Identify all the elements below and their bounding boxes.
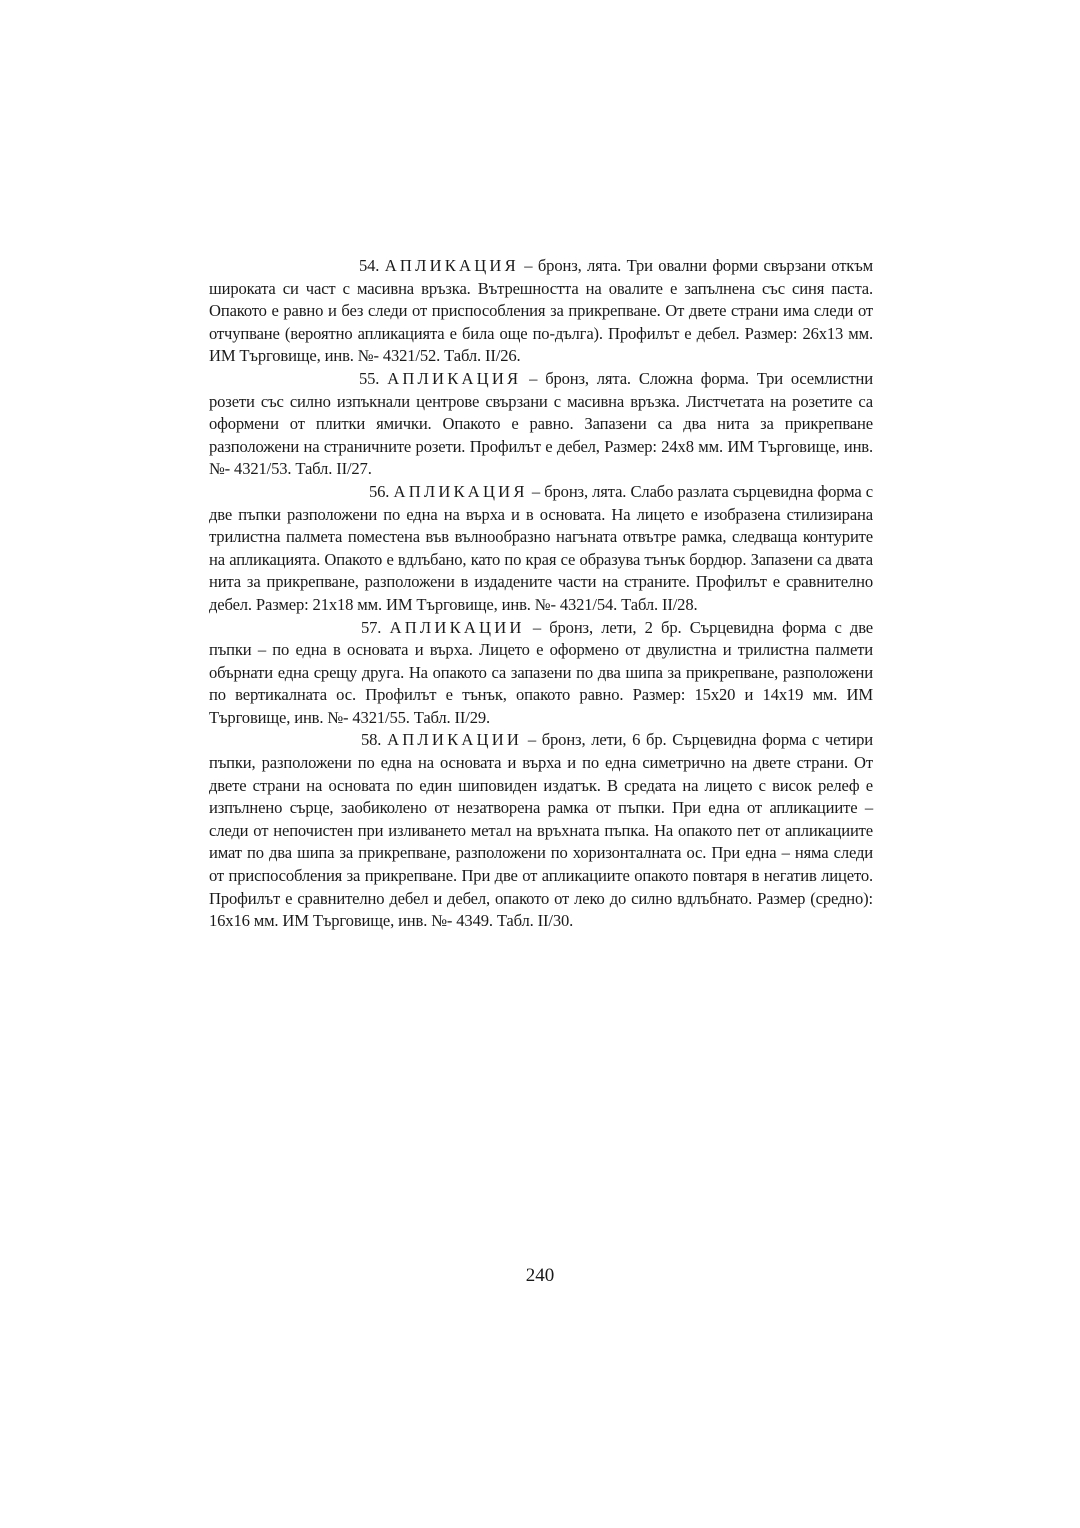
catalog-entry-57: [209, 617, 873, 730]
entry-description: – бронз, лята. Три овални форми свързани откъм широката си част с масивна връзка. Вътрешността на овалите е запълнена със синя паста. Опакото е равно и без следи от приспособления за прикрепване. От двете страни има следи от отчупване (вероятно апликацията е била още по-дълга). Профилът е дебел. Размер: 26x13 мм. ИМ Търговище, инв. №- 4321/52. Табл. II/26.: [209, 256, 873, 366]
entry-number: 54.: [359, 256, 380, 275]
entry-title: АПЛИКАЦИИ: [387, 730, 523, 750]
entry-number: 58.: [361, 730, 382, 750]
entry-title: АПЛИКАЦИЯ: [387, 368, 522, 388]
entry-title: АПЛИКАЦИЯ: [384, 256, 519, 275]
catalog-entry-58: [209, 729, 873, 932]
entry-description: – бронз, лята. Сложна форма. Три осемлистни розети със силно изпъкнали центрове свързани с масивна връзка. Листчетата на розетите са оформени от плитки ямички. Опакото е равно. Запазени са два нита за прикрепване разположени на страничните розети. Профилът е дебел, Размер: 24x8 мм. ИМ Търговище, инв. №- 4321/53. Табл. II/27.: [209, 368, 874, 479]
entry-title: АПЛИКАЦИЯ: [393, 481, 528, 501]
entry-description: – бронз, лети, 2 бр. Сърцевидна форма с две пъпки – по една в основата и върха. Лицето е оформено от двулистна и трилистна палмети обърнати една срещу друга. На опакото са запазени по два шипа за прикрепване, разположени по вертикалната ос. Профилът е тънък, опакото равно. Размер: 15x20 и 14x19 мм. ИМ Търговище, инв. №- 4321/55. Табл. II/29.: [209, 617, 874, 727]
entry-number: 56.: [369, 481, 390, 501]
entry-title: АПЛИКАЦИИ: [389, 617, 525, 637]
entry-description: – бронз, лети, 6 бр. Сърцевидна форма с четири пъпки, разположени по една на основата и върха и по една симетрично на двете страни. От двете страни на основата по един шиповиден издатък. В средата на лицето с висок релеф е изпълнено сърце, заобиколено от незатворена рамка от пъпки. При една от апликациите – следи от непочистен при изливането метал на връхната пъпка. На опакото пет от апликациите имат по два шипа за прикрепване, разположени по хоризонталната ос. При една – няма следи от приспособления за прикрепване. При две от апликациите опакото повтаря в негатив лицето. Профилът е сравнително дебел и дебел, опакото от леко до силно вдлъбнато. Размер (средно): 16x16 мм. ИМ Търговище, инв. №- 4349. Табл. II/30.: [209, 730, 874, 931]
entry-number: 57.: [361, 617, 382, 637]
entry-number: 55.: [359, 368, 380, 388]
catalog-text-block: [209, 255, 873, 933]
catalog-entry-54: [209, 255, 873, 368]
catalog-entry-55: [209, 368, 873, 481]
catalog-entry-56: [209, 481, 873, 617]
page-number: 240: [525, 1265, 555, 1286]
entry-description: – бронз, лята. Слабо разлата сърцевидна форма с две пъпки разположени по една на върха и в основата. На лицето е изобразена стилизирана трилистна палмета поместена във вълнообразно нагъната отвътре рамка, следваща контурите на апликацията. Опакото е вдлъбано, като по края се образува тънък бордюр. Запазени са двата нита за прикрепване, разположени в издадените части на страните. Профилът е сравнително дебел. Размер: 21x18 мм. ИМ Търговище, инв. №- 4321/54. Табл. II/28.: [209, 481, 874, 614]
